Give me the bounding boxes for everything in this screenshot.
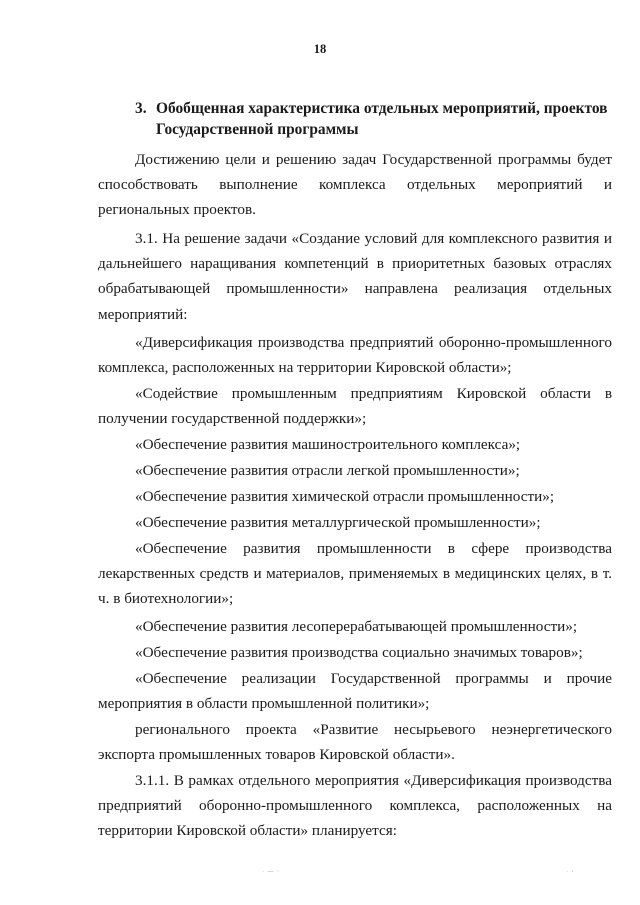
paragraph-3-1: 3.1. На решение задачи «Создание условий для комплексного развития и дальнейшего наращивания компетенций в приоритетных базовых отраслях обрабатывающей промышленности» направлена реализация отдельных мероприятий: <box>98 230 612 323</box>
list-item-machine-building: «Обеспечение развития машиностроительного комплекса»; <box>135 436 521 453</box>
list-item-metallurgy: «Обеспечение развития металлургической промышленности»; <box>135 514 541 531</box>
section-title: Обобщенная характеристика отдельных мероприятий, проектов Государственной программы <box>156 100 608 138</box>
list-item-social-goods: «Обеспечение развития производства социально значимых товаров»; <box>135 644 583 661</box>
page-number: 18 <box>313 42 327 56</box>
list-item-chemical-industry: «Обеспечение развития химической отрасли промышленности»; <box>135 488 555 505</box>
list-item-state-support: «Содействие промышленным предприятиям Кировской области в получении государственной поддержки»; <box>98 385 612 428</box>
section-heading <box>135 98 615 140</box>
list-item-diversification: «Диверсификация производства предприятий оборонно-промышленного комплекса, расположенных на территории Кировской области»; <box>98 334 612 377</box>
scan-artifact-left: · — · <box>262 869 280 875</box>
section-number: 3. <box>135 100 147 117</box>
paragraph-intro: Достижению цели и решению задач Государственной программы будет способствовать выполнение комплекса отдельных мероприятий и региональных проектов. <box>98 151 612 219</box>
list-item-light-industry: «Обеспечение развития отрасли легкой промышленности»; <box>135 462 520 479</box>
list-item-export-project: регионального проекта «Развитие несырьевого неэнергетического экспорта промышленных товаров Кировской области». <box>98 721 612 764</box>
list-item-woodworking: «Обеспечение развития лесоперерабатывающей промышленности»; <box>135 618 578 635</box>
paragraph-3-1-1: 3.1.1. В рамках отдельного мероприятия «Диверсификация производства предприятий оборонно-промышленного комплекса, расположенных на территории Кировской области» планируется: <box>98 772 612 840</box>
list-item-program-implementation: «Обеспечение реализации Государственной программы и прочие мероприятия в области промышленной политики»; <box>98 670 612 713</box>
scan-artifact-right: · · <box>566 869 575 875</box>
list-item-pharmaceuticals: «Обеспечение развития промышленности в сфере производства лекарственных средств и материалов, применяемых в медицинских целях, в т. ч. в биотехнологии»; <box>98 540 612 608</box>
